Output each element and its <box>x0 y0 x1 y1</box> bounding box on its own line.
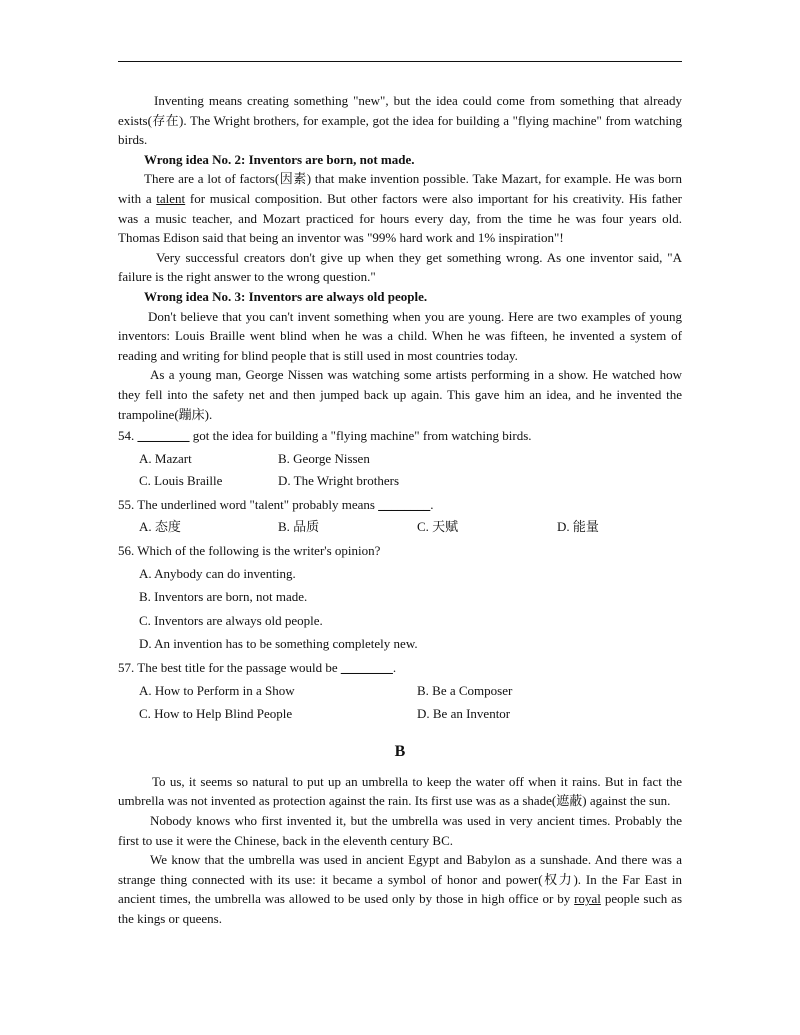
question-55 <box>118 495 682 515</box>
q54-option-c[interactable]: C. Louis Braille <box>139 473 223 489</box>
question-57 <box>118 658 682 678</box>
document-body <box>118 91 682 929</box>
question-text: 55. The underlined word "talent" probably means <box>118 496 379 512</box>
paragraph-nissen: As a young man, George Nissen was watching some artists performing in a show. He watched how they fell into the safety net and then jumped back up again. This gave him an idea, and he invented the trampoline(蹦床). <box>118 367 682 422</box>
answer-blank: ________ <box>378 496 431 512</box>
paragraph-text: for musical composition. But other factors were also important for his creativity. His father was a music teacher, and Mozart practiced for hours every day, from the time he was four years old. Thomas Edison said that being an inventor was "99% hard work and 1% inspiration"! <box>118 190 682 246</box>
paragraph-creators: Very successful creators don't give up when they get something wrong. As one inventor said, "A failure is the right answer to the wrong question." <box>118 249 682 285</box>
q55-option-d[interactable]: D. 能量 <box>557 519 599 535</box>
q57-option-b[interactable]: B. Be a Composer <box>417 682 513 698</box>
paragraph-text: Inventing means creating something "new", but the idea could come from something that already exists(存在). The Wright brothers, for example, got the idea for building a "flying machine" from watching birds. <box>118 93 682 148</box>
paragraph-inventing <box>118 91 682 150</box>
answer-blank: ________ <box>137 428 190 444</box>
paragraph-factors <box>118 169 682 247</box>
q56-option-a-row <box>139 564 682 584</box>
q54-option-d[interactable]: D. The Wright brothers <box>278 473 400 489</box>
answer-blank: ________ <box>340 660 393 676</box>
question-54 <box>118 426 682 446</box>
q54-options-row2 <box>139 471 682 491</box>
q54-options-row1 <box>139 449 682 469</box>
paragraph-umbrella-egypt <box>118 850 682 928</box>
question-text: 57. The best title for the passage would be <box>118 660 341 676</box>
q57-options-row1 <box>139 681 682 701</box>
q56-option-d[interactable]: D. An invention has to be something completely new. <box>139 636 418 652</box>
q54-option-b[interactable]: B. George Nissen <box>278 450 370 466</box>
q56-option-c-row <box>139 611 682 631</box>
q56-option-a[interactable]: A. Anybody can do inventing. <box>139 565 296 581</box>
paragraph-text: There are a lot of factors(因素) that make invention possible. Take Mazart, for example. He was born with a <box>118 171 682 206</box>
q55-options <box>139 517 682 537</box>
underlined-word-talent: talent <box>156 190 186 206</box>
heading-wrong-idea-3: Wrong idea No. 3: Inventors are always old people. <box>144 288 428 304</box>
heading-wrong-idea-2: Wrong idea No. 2: Inventors are born, not made. <box>144 151 415 167</box>
paragraph-umbrella-natural: To us, it seems so natural to put up an umbrella to keep the water off when it rains. But in fact the umbrella was not invented as protection against the rain. Its first use was as a shade(遮蔽) against the sun. <box>118 773 682 809</box>
question-end: . <box>392 660 397 676</box>
q57-options-row2 <box>139 704 682 724</box>
q54-option-a[interactable]: A. Mazart <box>139 450 192 466</box>
section-b-title: B <box>394 742 406 760</box>
question-56: 56. Which of the following is the writer's opinion? <box>118 543 381 559</box>
q55-option-b[interactable]: B. 品质 <box>278 519 320 535</box>
header-rule <box>118 61 682 62</box>
q55-option-c[interactable]: C. 天赋 <box>417 519 459 535</box>
q56-option-b-row <box>139 587 682 607</box>
q56-option-b[interactable]: B. Inventors are born, not made. <box>139 589 308 605</box>
paragraph-text: We know that the umbrella was used in ancient Egypt and Babylon as a sunshade. And there was a strange thing connected with its use: it became a symbol of honor and power(权力). In the Far East in ancient times, the umbrella was allowed to be used only by those in high office or by <box>118 852 682 907</box>
question-end: . <box>430 496 434 512</box>
q57-option-a[interactable]: A. How to Perform in a Show <box>139 682 295 698</box>
q55-option-a[interactable]: A. 态度 <box>139 519 181 535</box>
q56-option-c[interactable]: C. Inventors are always old people. <box>139 612 323 628</box>
paragraph-text: people such as the kings or queens. <box>118 891 683 926</box>
q57-option-c[interactable]: C. How to Help Blind People <box>139 706 293 722</box>
paragraph-umbrella-origin: Nobody knows who first invented it, but the umbrella was used in very ancient times. Probably the first to use it were the Chinese, back in the eleventh century BC. <box>118 813 682 848</box>
question-number: 54. <box>118 428 135 444</box>
paragraph-young-inventors: Don't believe that you can't invent something when you are young. Here are two examples of young inventors: Louis Braille went blind when he was a child. When he was fifteen, he invented a system of reading and writing for blind people that is still used in most countries today. <box>118 308 682 363</box>
underlined-word-royal: royal <box>574 891 601 907</box>
q56-option-d-row <box>139 634 682 654</box>
q57-option-d[interactable]: D. Be an Inventor <box>417 706 511 722</box>
question-text: got the idea for building a "flying machine" from watching birds. <box>189 428 532 444</box>
